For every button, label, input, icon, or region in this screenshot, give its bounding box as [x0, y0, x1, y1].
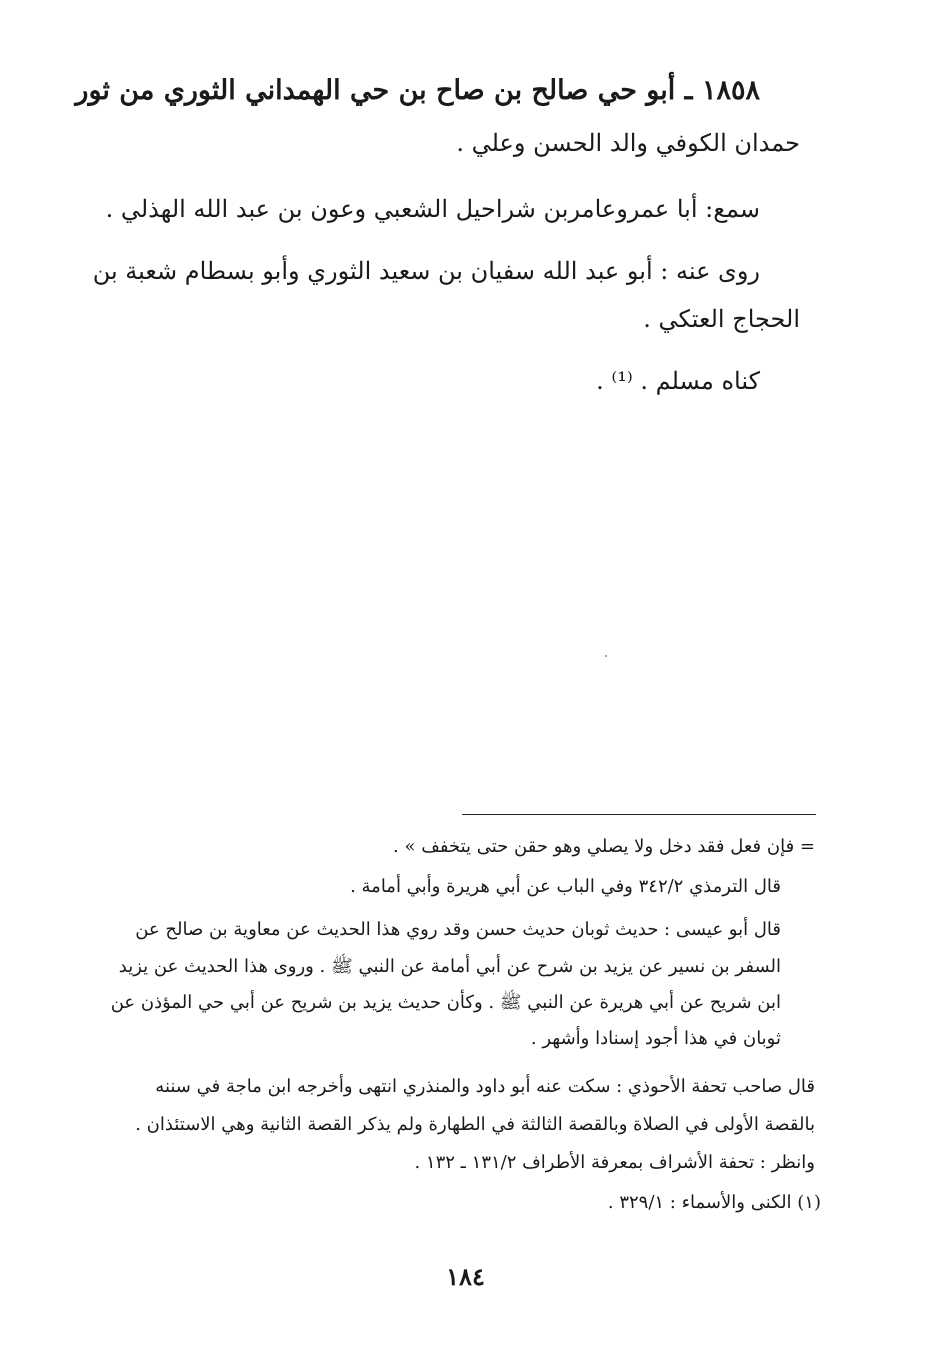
- footnote-reference: (١) الكنى والأسماء : ٣٢٩/١ .: [607, 1192, 821, 1213]
- entry-kunya: كناه مسلم . ⁽¹⁾ .: [596, 367, 760, 395]
- footnote-line: قال صاحب تحفة الأحوذي : سكت عنه أبو داود والمنذري انتهى وأخرجه ابن ماجة في سننه: [155, 1076, 815, 1097]
- stray-dot: [605, 655, 607, 657]
- footnote-line: ثوبان في هذا أجود إسنادا وأشهر .: [530, 1028, 781, 1049]
- footnote-separator: [462, 814, 816, 815]
- page-number: ١٨٤: [446, 1262, 485, 1291]
- footnote-line: = فإن فعل فقد دخل ولا يصلي وهو حقن حتى يتخفف » .: [393, 836, 815, 857]
- footnote-line: بالقصة الأولى في الصلاة وبالقصة الثالثة في الطهارة ولم يذكر القصة الثانية وهي الاستئذان .: [135, 1114, 815, 1135]
- footnote-line: ابن شريح عن أبي هريرة عن النبي ﷺ . وكأن حديث يزيد بن شريح عن أبي حي المؤذن عن: [110, 992, 781, 1013]
- footnote-line: قال الترمذي ٣٤٢/٢ وفي الباب عن أبي هريرة وأبي أمامة .: [350, 876, 781, 897]
- footnote-line: وانظر : تحفة الأشراف بمعرفة الأطراف ١٣١/٢ ـ ١٣٢ .: [414, 1152, 815, 1173]
- entry-heard-from: سمع: أبا عمروعامربن شراحيل الشعبي وعون بن عبد الله الهذلي .: [105, 195, 760, 223]
- footnote-line: السفر بن نسير عن يزيد بن شرح عن أبي أمامة عن النبي ﷺ . وروى هذا الحديث عن يزيد: [118, 956, 781, 977]
- entry-heading: ١٨٥٨ ـ أبو حي صالح بن صاح بن حي الهمداني الثوري من ثور: [75, 75, 760, 106]
- entry-heading-continuation: حمدان الكوفي والد الحسن وعلي .: [456, 129, 800, 157]
- entry-narrated-by-cont: الحجاج العتكي .: [643, 305, 800, 333]
- footnote-line: قال أبو عيسى : حديث ثوبان حديث حسن وقد روي هذا الحديث عن معاوية بن صالح عن: [135, 919, 781, 940]
- entry-narrated-by: روى عنه : أبو عبد الله سفيان بن سعيد الثوري وأبو بسطام شعبة بن: [92, 257, 760, 285]
